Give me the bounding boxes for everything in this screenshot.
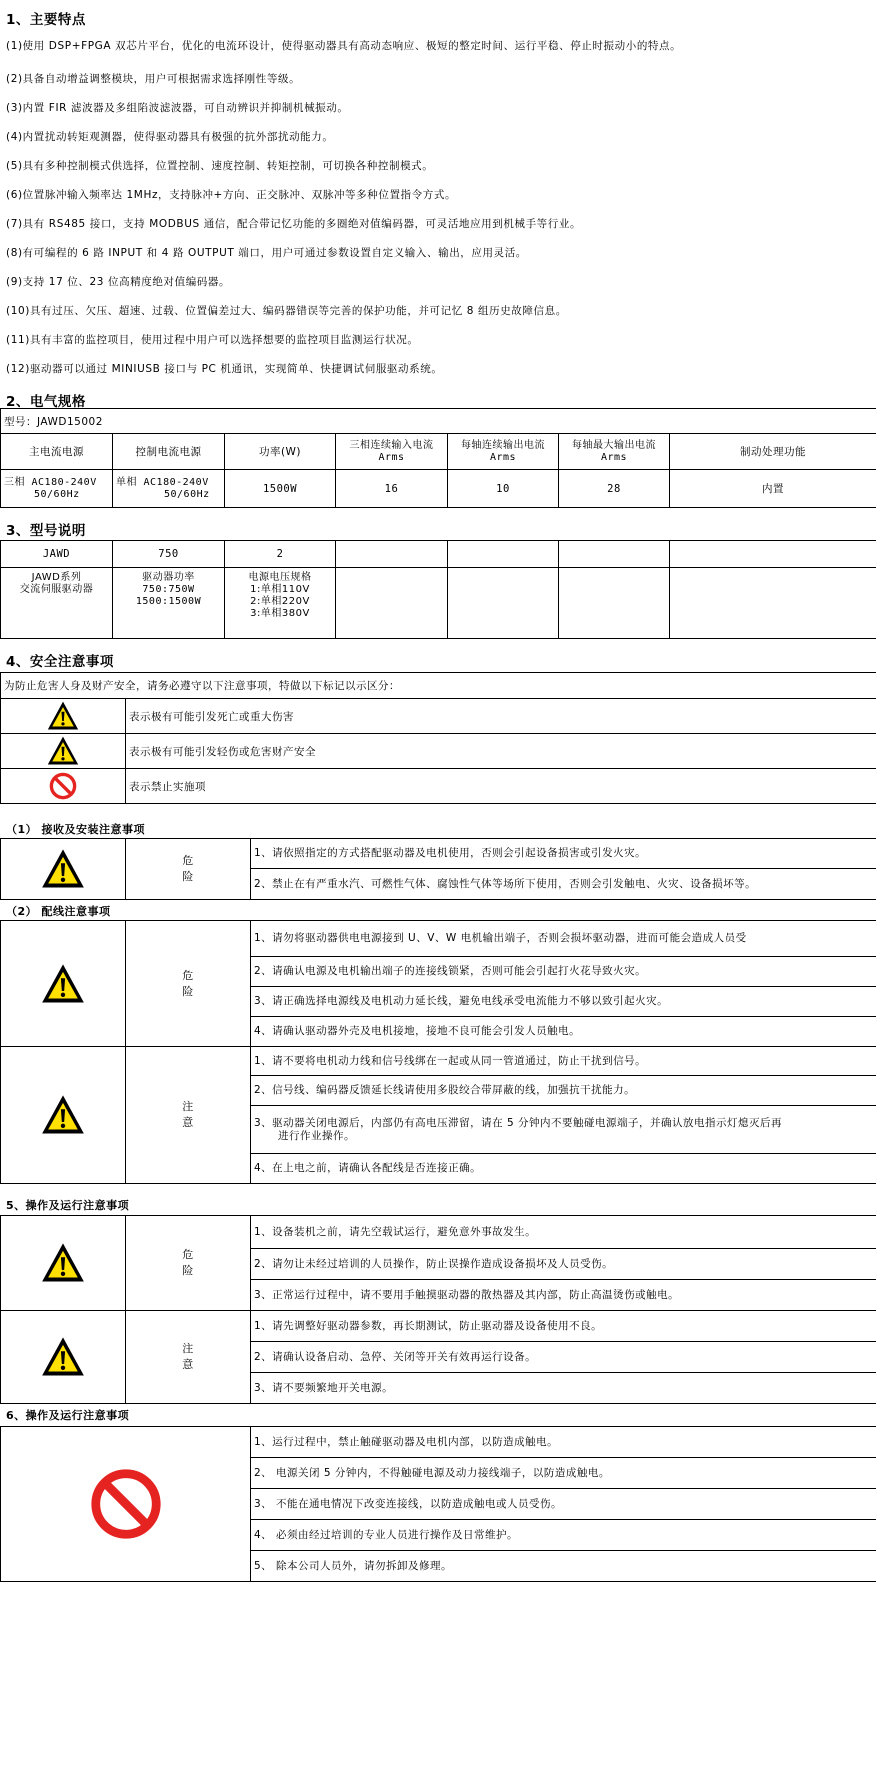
code-series: JAWD [1, 541, 113, 568]
code-empty-7 [670, 541, 876, 568]
op-caution-note-2: 2、请确认设备启动、急停、关闭等开关有效再运行设备。 [251, 1342, 876, 1373]
wiring-danger-note-4: 4、请确认驱动器外壳及电机接地，接地不良可能会引发人员触电。 [251, 1017, 876, 1047]
code-empty-4 [336, 541, 448, 568]
prohibition-notes-table [0, 1426, 876, 1582]
feature-item-11: (11)具有丰富的监控项目，使用过程中用户可以选择想要的监控项目监测运行状况。 [6, 334, 419, 346]
op-danger-note-3: 3、正常运行过程中，请不要用手触摸驱动器的散热器及其内部，防止高温烫伤或触电。 [251, 1280, 876, 1311]
op-caution-level: 注 意 [126, 1311, 251, 1404]
desc-voltage: 电源电压规格 1:单相110V 2:单相220V 3:单相380V [225, 568, 336, 639]
warning-triangle-icon [39, 962, 87, 1006]
prohibit-note-1: 1、运行过程中，禁止触碰驱动器及电机内部，以防造成触电。 [251, 1427, 876, 1458]
cell-input-current: 16 [336, 470, 448, 508]
warning-triangle-icon [39, 1241, 87, 1285]
install-level: 危 险 [126, 839, 251, 900]
feature-item-5: (5)具有多种控制模式供选择，位置控制、速度控制、转矩控制，可切换各种控制模式。 [6, 160, 434, 172]
feature-item-3: (3)内置 FIR 滤波器及多组陷波滤波器，可自动辨识并抑制机械振动。 [6, 102, 349, 114]
desc-empty-4 [336, 568, 448, 639]
legend-text-3: 表示禁止实施项 [126, 769, 876, 804]
wiring-caution-note-4: 4、在上电之前，请确认各配线是否连接正确。 [251, 1154, 876, 1184]
section-1-title: 1、主要特点 [6, 12, 86, 28]
code-empty-6 [559, 541, 670, 568]
code-empty-5 [448, 541, 559, 568]
warning-triangle-icon [39, 1335, 87, 1379]
model-number: 型号：JAWD15002 [1, 409, 876, 434]
prohibit-note-3: 3、 不能在通电情况下改变连接线，以防造成触电或人员受伤。 [251, 1489, 876, 1520]
desc-empty-5 [448, 568, 559, 639]
section-2-title: 2、电气规格 [6, 394, 86, 410]
desc-empty-6 [559, 568, 670, 639]
wiring-danger-level: 危 险 [126, 921, 251, 1047]
wiring-danger-note-1: 1、请勿将驱动器供电电源接到 U、V、W 电机输出端子，否则会损坏驱动器，进而可能会造成人员受 [251, 921, 876, 957]
legend-icon-cell-1 [1, 699, 126, 734]
cell-main-power: 三相 AC180-240V 50/60Hz [1, 470, 113, 508]
install-note-1: 1、请依照指定的方式搭配驱动器及电机使用，否则会引起设备损害或引发火灾。 [251, 839, 876, 869]
code-voltage: 2 [225, 541, 336, 568]
electrical-spec-table [0, 408, 876, 508]
operation-notes-table [0, 1215, 876, 1404]
section-6-title: 6、操作及运行注意事项 [6, 1409, 130, 1422]
feature-item-8: (8)有可编程的 6 路 INPUT 和 4 路 OUTPUT 端口，用户可通过参数设置自定义输入、输出，应用灵活。 [6, 247, 527, 259]
section-4-title: 4、安全注意事项 [6, 654, 114, 670]
cell-max-current: 28 [559, 470, 670, 508]
prohibit-note-5: 5、 除本公司人员外，请勿拆卸及修理。 [251, 1551, 876, 1582]
legend-intro: 为防止危害人身及财产安全，请务必遵守以下注意事项，特做以下标记以示区分： [1, 673, 876, 699]
legend-text-2: 表示极有可能引发轻伤或危害财产安全 [126, 734, 876, 769]
feature-item-2: (2)具备自动增益调整模块，用户可根据需求选择刚性等级。 [6, 73, 301, 85]
header-output-current: 每轴连续输出电流 Arms [448, 434, 559, 470]
wiring-danger-note-2: 2、请确认电源及电机输出端子的连接线锁紧，否则可能会引起打火花导致火灾。 [251, 957, 876, 987]
warning-triangle-icon [39, 847, 87, 891]
prohibition-icon [87, 1465, 165, 1543]
subsection-2-title: （2） 配线注意事项 [6, 905, 111, 918]
legend-icon-cell-3 [1, 769, 126, 804]
cell-brake: 内置 [670, 470, 876, 508]
desc-power: 驱动器功率 750:750W 1500:1500W [113, 568, 225, 639]
prohibition-icon [46, 771, 80, 801]
wiring-danger-note-3: 3、请正确选择电源线及电机动力延长线，避免电线承受电流能力不够以致引起火灾。 [251, 987, 876, 1017]
subsection-1-title: （1） 接收及安装注意事项 [6, 823, 145, 836]
symbol-legend-table [0, 672, 876, 804]
wiring-notes-table [0, 920, 876, 1184]
install-icon-cell [1, 839, 126, 900]
feature-item-7: (7)具有 RS485 接口，支持 MODBUS 通信，配合带记忆功能的多圈绝对值编码器，可灵活地应用到机械手等行业。 [6, 218, 582, 230]
section-3-title: 3、型号说明 [6, 523, 86, 539]
header-input-current: 三相连续输入电流 Arms [336, 434, 448, 470]
op-caution-note-3: 3、请不要频繁地开关电源。 [251, 1373, 876, 1404]
install-note-2: 2、禁止在有严重水汽、可燃性气体、腐蚀性气体等场所下使用，否则会引发触电、火灾、设备损坏等。 [251, 869, 876, 900]
code-power: 750 [113, 541, 225, 568]
wiring-danger-icon-cell [1, 921, 126, 1047]
op-danger-level: 危 险 [126, 1216, 251, 1311]
header-main-power: 主电流电源 [1, 434, 113, 470]
op-caution-note-1: 1、请先调整好驱动器参数，再长期测试，防止驱动器及设备使用不良。 [251, 1311, 876, 1342]
prohibit-note-4: 4、 必须由经过培训的专业人员进行操作及日常维护。 [251, 1520, 876, 1551]
cell-control-power: 单相 AC180-240V 50/60Hz [113, 470, 225, 508]
feature-item-4: (4)内置扰动转矩观测器，使得驱动器具有极强的抗外部扰动能力。 [6, 131, 334, 143]
model-description-table [0, 540, 876, 639]
prohibit-icon-cell [1, 1427, 251, 1582]
wiring-caution-note-2: 2、信号线、编码器反馈延长线请使用多股绞合带屏蔽的线，加强抗干扰能力。 [251, 1076, 876, 1106]
desc-series: JAWD系列 交流伺服驱动器 [1, 568, 113, 639]
feature-item-12: (12)驱动器可以通过 MINIUSB 接口与 PC 机通讯，实现简单、快捷调试伺服驱动系统。 [6, 363, 443, 375]
header-brake: 制动处理功能 [670, 434, 876, 470]
header-power: 功率(W) [225, 434, 336, 470]
legend-text-1: 表示极有可能引发死亡或重大伤害 [126, 699, 876, 734]
feature-item-6: (6)位置脉冲输入频率达 1MHz，支持脉冲+方向、正交脉冲、双脉冲等多种位置指令方式。 [6, 189, 457, 201]
section-5-title: 5、操作及运行注意事项 [6, 1199, 130, 1212]
cell-output-current: 10 [448, 470, 559, 508]
op-danger-icon-cell [1, 1216, 126, 1311]
feature-item-10: (10)具有过压、欠压、超速、过载、位置偏差过大、编码器错误等完善的保护功能，并可记忆 8 组历史故障信息。 [6, 305, 567, 317]
prohibit-note-2: 2、 电源关闭 5 分钟内，不得触碰电源及动力接线端子，以防造成触电。 [251, 1458, 876, 1489]
header-control-power: 控制电流电源 [113, 434, 225, 470]
install-notes-table [0, 838, 876, 900]
warning-triangle-icon [39, 1093, 87, 1137]
op-danger-note-2: 2、请勿让未经过培训的人员操作，防止误操作造成设备损坏及人员受伤。 [251, 1249, 876, 1280]
wiring-caution-icon-cell [1, 1047, 126, 1184]
warning-triangle-icon [43, 700, 83, 732]
legend-icon-cell-2 [1, 734, 126, 769]
feature-item-9: (9)支持 17 位、23 位高精度绝对值编码器。 [6, 276, 231, 288]
cell-power: 1500W [225, 470, 336, 508]
op-danger-note-1: 1、设备装机之前，请先空载试运行，避免意外事故发生。 [251, 1216, 876, 1249]
feature-item-1: (1)使用 DSP+FPGA 双芯片平台，优化的电流环设计，使得驱动器具有高动态响应、极短的整定时间、运行平稳、停止时振动小的特点。 [6, 40, 682, 52]
wiring-caution-level: 注 意 [126, 1047, 251, 1184]
op-caution-icon-cell [1, 1311, 126, 1404]
warning-triangle-icon [43, 735, 83, 767]
wiring-caution-note-1: 1、请不要将电机动力线和信号线绑在一起或从同一管道通过，防止干扰到信号。 [251, 1047, 876, 1076]
header-max-current: 每轴最大输出电流 Arms [559, 434, 670, 470]
desc-empty-7 [670, 568, 876, 639]
wiring-caution-note-3: 3、驱动器关闭电源后，内部仍有高电压滞留，请在 5 分钟内不要触碰电源端子，并确认放电指示灯熄灭后再 进行作业操作。 [251, 1106, 876, 1154]
